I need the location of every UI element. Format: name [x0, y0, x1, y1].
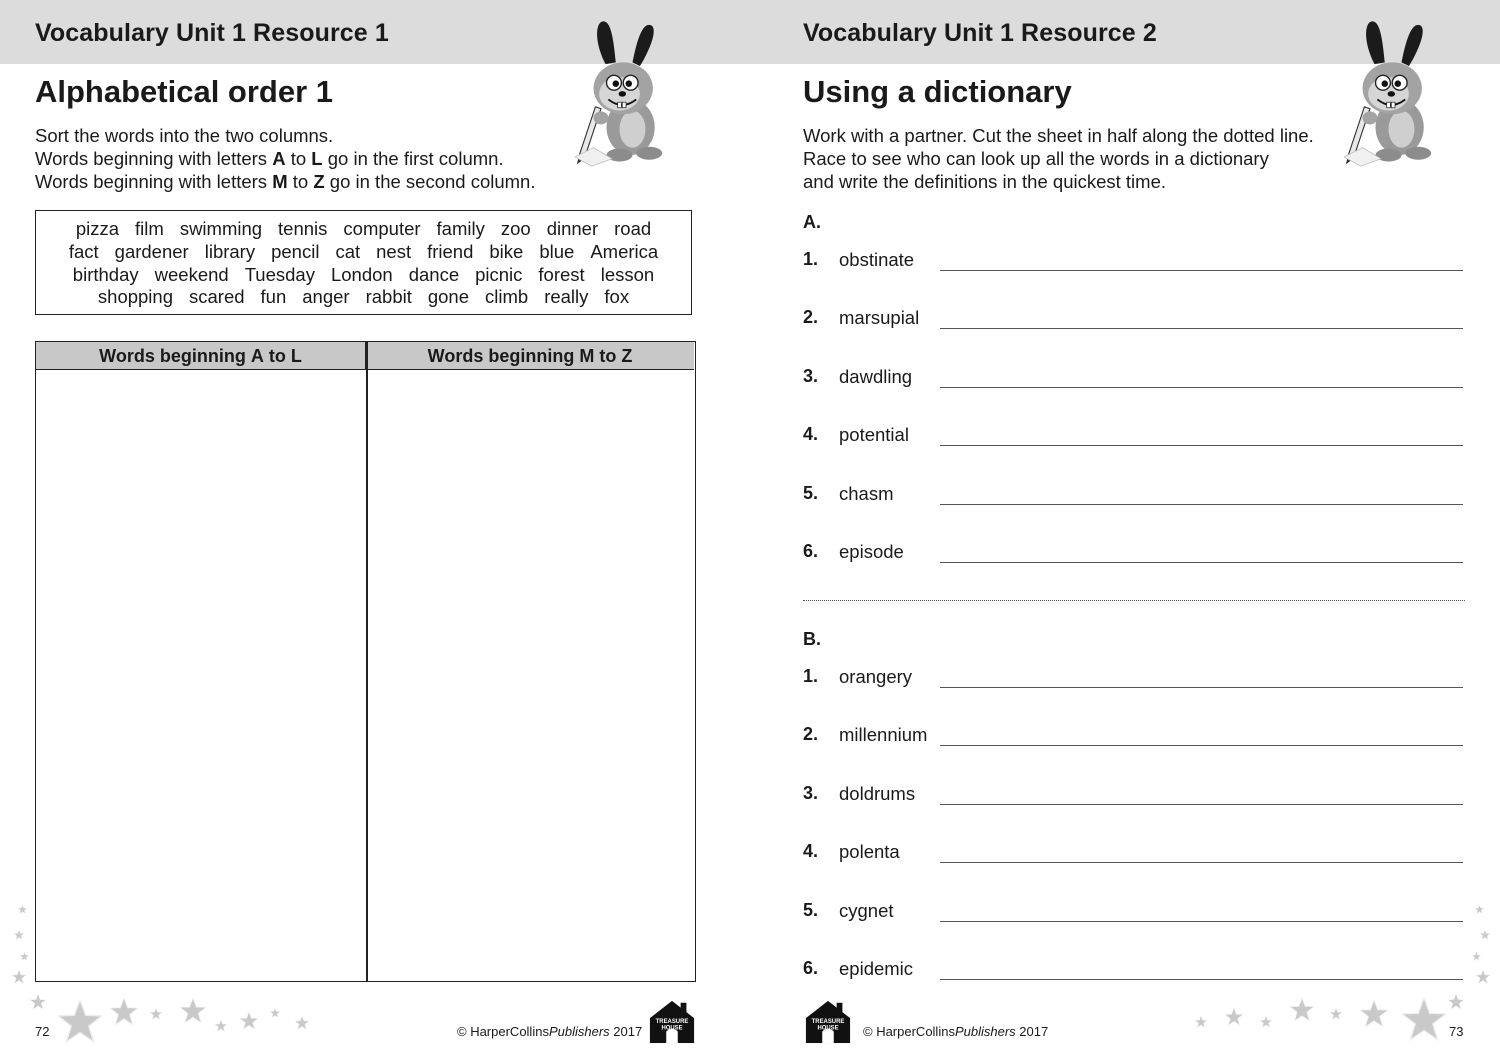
word-bank-word: computer — [343, 218, 421, 239]
dictionary-item — [803, 783, 1463, 807]
right-page — [750, 0, 1500, 1061]
word-bank-word: America — [590, 240, 659, 262]
word-bank-word: lesson — [600, 263, 655, 285]
page-number: 72 — [35, 1024, 50, 1039]
svg-text:TREASURE: TREASURE — [811, 1018, 845, 1025]
word-bank-word: nest — [376, 240, 412, 262]
item-word: episode — [839, 541, 904, 562]
word-bank-word: fun — [260, 286, 287, 308]
word-bank-word: birthday — [72, 263, 139, 285]
item-number: 1. — [803, 666, 819, 686]
instruction-line-2: Words beginning with letters A to L go in the first column. — [35, 148, 504, 169]
dictionary-item — [803, 249, 1463, 273]
word-bank-word: anger — [302, 286, 350, 308]
cut-line — [803, 600, 1465, 601]
left-instructions — [35, 124, 535, 193]
instruction-line-1: Work with a partner. Cut the sheet in half along the dotted line. — [803, 125, 1314, 146]
word-bank-word: picnic — [475, 263, 523, 285]
item-word: polenta — [839, 841, 900, 863]
right-instructions — [803, 124, 1314, 193]
definition-line[interactable] — [940, 745, 1463, 746]
word-bank-word: swimming — [179, 218, 263, 239]
word-bank-word: London — [330, 263, 393, 285]
word-bank-word: scared — [189, 286, 245, 308]
dictionary-item — [803, 307, 1463, 331]
word-bank-word: gone — [427, 286, 470, 308]
definition-line[interactable] — [940, 445, 1463, 446]
word-bank-word: climb — [485, 286, 529, 308]
rabbit-mascot-icon — [1344, 14, 1446, 170]
column-header-m-to-z: Words beginning M to Z — [366, 342, 694, 370]
dictionary-item — [803, 541, 1463, 565]
definition-line[interactable] — [940, 387, 1463, 388]
word-bank-word: blue — [539, 240, 575, 262]
instruction-line-1: Sort the words into the two columns. — [35, 125, 334, 146]
column-header-a-to-l: Words beginning A to L — [36, 342, 366, 370]
definition-line[interactable] — [940, 562, 1463, 563]
item-number: 6. — [803, 958, 819, 978]
item-number: 5. — [803, 899, 819, 920]
copyright-notice: © HarperCollinsPublishers 2017 — [457, 1024, 643, 1039]
item-word: doldrums — [839, 782, 916, 804]
word-bank-word: fact — [68, 240, 99, 262]
word-bank-word: road — [614, 218, 652, 239]
item-word: millennium — [839, 724, 928, 746]
word-bank-word: pizza — [75, 218, 120, 239]
word-bank-word: forest — [538, 263, 585, 285]
word-bank-word: gardener — [114, 240, 189, 262]
sorting-table — [35, 341, 696, 982]
instruction-line-3: Words beginning with letters M to Z go in the second column. — [35, 171, 536, 192]
word-bank-word: really — [544, 286, 589, 308]
word-bank-row — [36, 241, 691, 264]
dictionary-item — [803, 424, 1463, 448]
instruction-line-3: and write the definitions in the quickest time. — [803, 171, 1166, 192]
item-word: potential — [839, 424, 909, 446]
item-number: 3. — [803, 365, 819, 386]
word-bank-word: weekend — [154, 263, 229, 285]
definition-line[interactable] — [940, 804, 1463, 805]
stars-icon — [0, 890, 330, 1050]
word-bank-word: shopping — [97, 286, 173, 308]
word-bank-row — [36, 286, 691, 309]
left-page-title: Alphabetical order 1 — [35, 74, 334, 109]
word-bank-word: tennis — [278, 218, 328, 239]
item-word: marsupial — [839, 307, 920, 329]
dictionary-item — [803, 666, 1463, 690]
svg-text:HOUSE: HOUSE — [661, 1025, 683, 1032]
dictionary-item — [803, 724, 1463, 748]
word-bank-word: family — [436, 218, 485, 239]
item-number: 3. — [803, 782, 819, 803]
word-bank-word: cat — [335, 240, 361, 262]
word-bank-word: friend — [427, 240, 474, 262]
word-bank-row — [36, 264, 691, 287]
right-page-title: Using a dictionary — [803, 74, 1072, 109]
word-bank-word: bike — [489, 240, 524, 262]
item-number: 4. — [803, 424, 819, 445]
definition-line[interactable] — [940, 270, 1463, 271]
word-bank-row — [36, 218, 691, 241]
word-bank-word: film — [135, 218, 164, 239]
word-bank-word: zoo — [500, 218, 531, 239]
answer-column-m-to-z[interactable] — [367, 370, 695, 981]
item-number: 6. — [803, 541, 819, 561]
copyright-notice: © HarperCollinsPublishers 2017 — [863, 1024, 1049, 1039]
dictionary-item — [803, 483, 1463, 507]
treasure-house-logo-icon — [648, 998, 696, 1044]
item-word: cygnet — [839, 899, 894, 921]
treasure-house-logo-icon — [804, 998, 852, 1044]
item-word: dawdling — [839, 365, 913, 387]
item-number: 5. — [803, 482, 819, 503]
item-number: 4. — [803, 841, 819, 862]
definition-line[interactable] — [940, 862, 1463, 863]
word-bank-word: dance — [408, 263, 460, 285]
word-bank-word: Tuesday — [244, 263, 315, 285]
svg-text:TREASURE: TREASURE — [655, 1018, 689, 1025]
word-bank-word: library — [204, 240, 256, 262]
item-word: obstinate — [839, 249, 915, 270]
word-bank — [35, 210, 692, 315]
dictionary-item — [803, 366, 1463, 390]
word-bank-word: rabbit — [365, 286, 412, 308]
rabbit-mascot-icon — [575, 14, 677, 170]
item-word: orangery — [839, 666, 913, 687]
item-word: epidemic — [839, 958, 914, 979]
word-bank-word: pencil — [271, 240, 320, 262]
word-bank-word: fox — [604, 286, 630, 308]
definition-line[interactable] — [940, 687, 1463, 688]
item-number: 1. — [803, 249, 819, 269]
item-number: 2. — [803, 724, 819, 745]
word-bank-word: dinner — [546, 218, 599, 239]
section-b-label: B. — [803, 629, 821, 649]
item-number: 2. — [803, 307, 819, 328]
left-header-title: Vocabulary Unit 1 Resource 1 — [35, 19, 389, 47]
dictionary-item — [803, 841, 1463, 865]
definition-line[interactable] — [940, 328, 1463, 329]
right-header-title: Vocabulary Unit 1 Resource 2 — [803, 19, 1157, 47]
definition-line[interactable] — [940, 504, 1463, 505]
page-number: 73 — [1449, 1024, 1464, 1039]
item-word: chasm — [839, 482, 894, 504]
instruction-line-2: Race to see who can look up all the words in a dictionary — [803, 148, 1269, 169]
svg-text:HOUSE: HOUSE — [817, 1025, 839, 1032]
section-a-label: A. — [803, 212, 821, 232]
